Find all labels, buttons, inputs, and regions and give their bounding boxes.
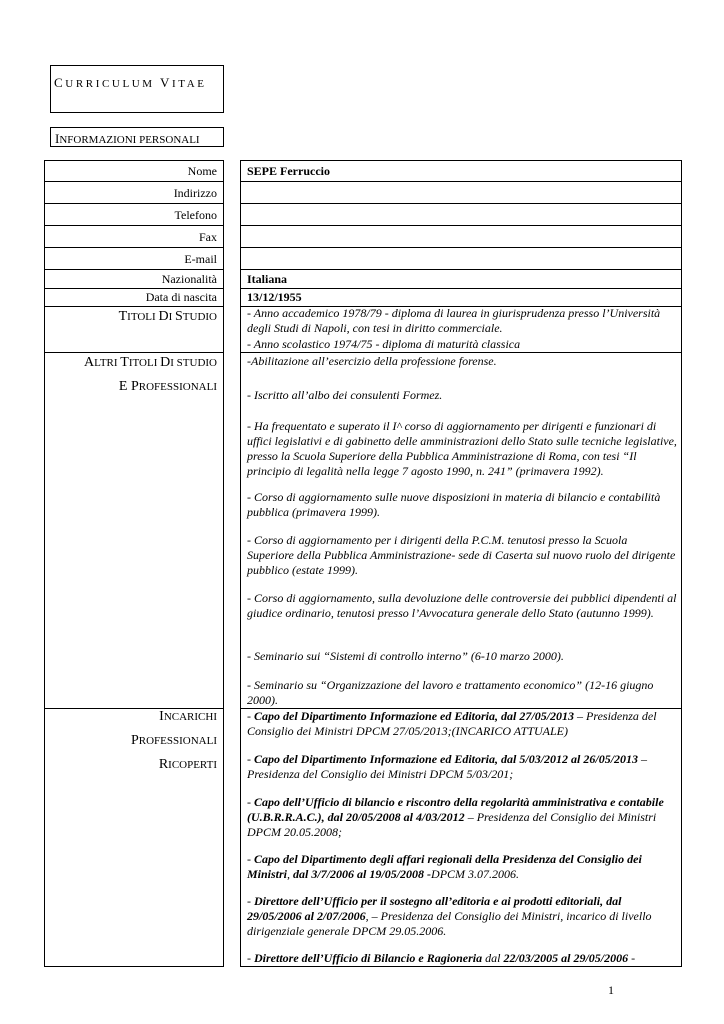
personal-info-heading: INFORMAZIONI PERSONALI — [50, 127, 224, 147]
section-titoli-studio: TITOLI DI STUDIO — [118, 309, 217, 324]
label-data-nascita: Data di nascita — [145, 290, 217, 304]
incarico-item: - Capo del Dipartimento Informazione ed Editoria, dal 5/03/2012 al 26/05/2013 – Presidenza del Consiglio dei Ministri DPCM 5/03/201; — [247, 752, 648, 781]
incarico-item: - Capo dell’Ufficio di bilancio e riscontro della regolarità amministrativa e contabile (U.B.R.R.A.C.), dal 20/05/2008 al 4/03/2012 – Presidenza del Consiglio dei Ministri DPCM 20.05.2008; — [247, 795, 664, 839]
page-number: 1 — [608, 983, 614, 997]
value-nome: SEPE Ferruccio — [247, 164, 330, 178]
value-nazionalita: Italiana — [247, 272, 288, 286]
titoli-item: - Anno scolastico 1974/75 - diploma di maturità classica — [247, 337, 521, 351]
altri-item: - Corso di aggiornamento, sulla devoluzione delle controversie dei pubblici dipendenti al giudice ordinario, tenutosi presso l’Avvocatura generale dello Stato (autunno 1999). — [247, 591, 677, 620]
value-data-nascita: 13/12/1955 — [247, 290, 302, 304]
label-indirizzo: Indirizzo — [173, 186, 217, 200]
label-email: E-mail — [184, 252, 217, 266]
incarico-item: - Capo del Dipartimento degli affari regionali della Presidenza del Consiglio dei Ministri, dal 3/7/2006 al 19/05/2008 -DPCM 3.07.2006. — [247, 852, 642, 881]
label-telefono: Telefono — [174, 208, 217, 222]
incarico-item: - Direttore dell’Ufficio per il sostegno all’editoria e ai prodotti editoriali, dal 29/05/2006 al 2/07/2006, – Presidenza del Consiglio dei Ministri, incarico di livello dirigenziale generale DPCM 29.05.2006. — [247, 894, 652, 938]
label-fax: Fax — [199, 230, 217, 244]
titoli-item: - Anno accademico 1978/79 - diploma di laurea in giurisprudenza presso l’Università degli Studi di Napoli, con tesi in diritto commerciale. — [247, 306, 661, 335]
incarico-item: - Capo del Dipartimento Informazione ed Editoria, dal 27/05/2013 – Presidenza del Consiglio dei Ministri DPCM 27/05/2013;(INCARICO ATTUALE) — [247, 709, 657, 738]
label-nazionalita: Nazionalità — [161, 272, 217, 286]
altri-item: -Abilitazione all’esercizio della professione forense. — [247, 354, 497, 368]
altri-item: - Seminario sui “Sistemi di controllo interno” (6-10 marzo 2000). — [247, 649, 564, 663]
label-nome: Nome — [187, 164, 217, 178]
cv-title: CURRICULUM VITAE — [50, 65, 224, 113]
altri-item: - Iscritto all’albo dei consulenti Formez. — [247, 388, 443, 402]
altri-item: - Corso di aggiornamento per i dirigenti della P.C.M. tenutosi presso la Scuola Superiore della Pubblica Amministrazione- sede di Caserta sul nuovo ruolo del dirigente pubblico (estate 1999). — [247, 533, 676, 577]
altri-item: - Corso di aggiornamento sulle nuove disposizioni in materia di bilancio e contabilità pubblica (primavera 1999). — [247, 490, 661, 519]
section-altri-titoli: ALTRI TITOLI DI STUDIO E PROFESSIONALI — [83, 355, 217, 394]
altri-item: - Seminario su “Organizzazione del lavoro e trattamento economico” (12-16 giugno 2000). — [247, 678, 654, 707]
altri-item: - Ha frequentato e superato il I^ corso di aggiornamento per dirigenti e funzionari di uffici legislativi e di gabinetto delle amministrazioni dello Stato sulle tecniche legislative, presso la Scuola Superiore della Pubblica Amministrazione di Roma, con tesi “Il principio di legalità nella legge 7 agosto 1990, n. 241” (primavera 1992). — [247, 419, 677, 478]
incarico-item: - Direttore dell’Ufficio di Bilancio e Ragioneria dal 22/03/2005 al 29/05/2006 - — [247, 951, 636, 965]
section-incarichi: INCARICHI PROFESSIONALI RICOPERTI — [130, 709, 217, 772]
